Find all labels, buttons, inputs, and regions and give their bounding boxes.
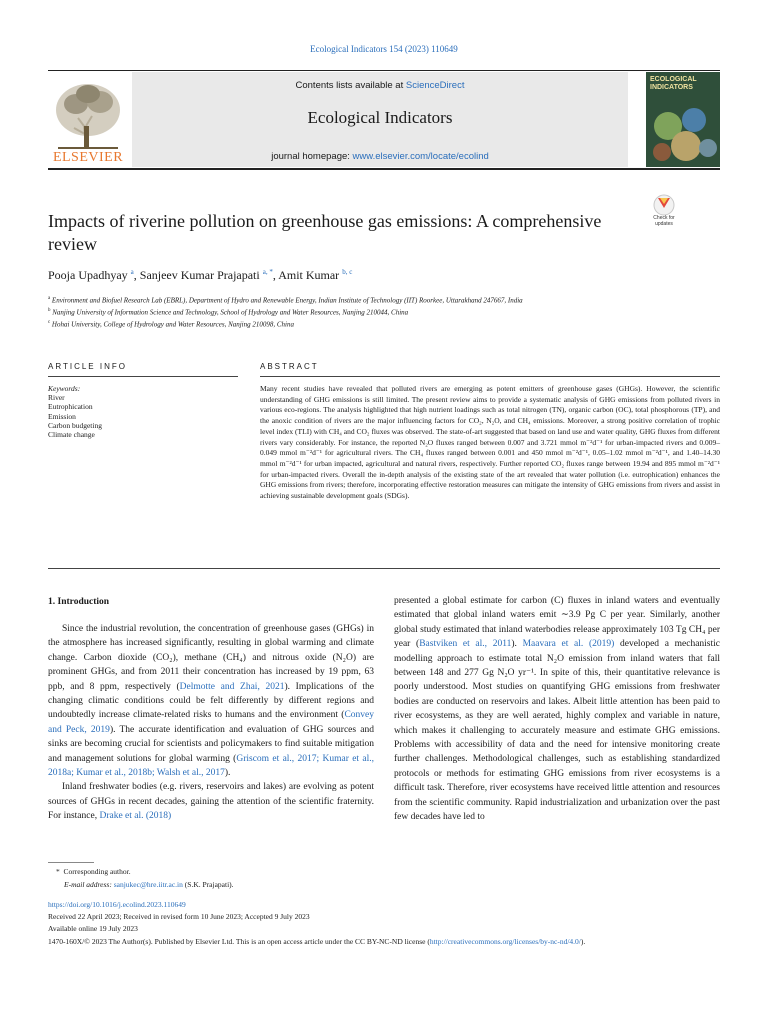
email-label: E-mail address: [64, 880, 114, 889]
available-online: Available online 19 July 2023 [48, 924, 138, 933]
text-run: ). The accurate identification and evaluation of GHG sources and sinks are becoming crucial for scientists and policymakers to find suitable mitigation and management solutions for global warming ( [48, 724, 374, 764]
article-info-heading: ARTICLE INFO [48, 362, 127, 371]
homepage-prefix: journal homepage: [271, 151, 353, 162]
affiliation-text: Nanjing University of Information Science and Technology, School of Hydrology and Water Resources, Nanjing 210044, China [52, 308, 409, 317]
doi-link[interactable]: https://doi.org/10.1016/j.ecolind.2023.110649 [48, 900, 186, 909]
check-for-updates-label[interactable]: Check for updates [653, 215, 675, 227]
cover-title: ECOLOGICAL INDICATORS [650, 76, 697, 91]
corresponding-text: Corresponding author. [63, 867, 131, 876]
affiliation [48, 308, 720, 316]
sciencedirect-link[interactable]: ScienceDirect [405, 80, 465, 91]
abstract-bottom-rule [48, 568, 720, 569]
email-footnote [64, 880, 736, 889]
email-suffix: (S.K. Prajapati). [182, 880, 234, 889]
body-paragraph [48, 622, 374, 780]
citation-link[interactable]: Drake et al. (2018) [99, 811, 172, 822]
citation-link[interactable]: Bastviken et al., 2011 [419, 639, 512, 650]
text-run: ). [224, 768, 231, 779]
cover-artwork [646, 98, 720, 167]
text-run: Since the industrial revolution, the concentration of greenhouse gases (GHGs) in the atmosphere has increased significantly, resulting in global warming and climate change. Carbon dioxide (CO₂), methane (CH₄) and nitrous oxide (N₂O) are prominent GHGs, and from 2011 their concentration has increased by 19 ppm, 63 ppb, and 8 ppm, respectively ( [48, 624, 374, 692]
text-run: Inland freshwater bodies (e.g. rivers, reservoirs and lakes) are evolving as potent sources of GHGs in recent decades, gaining the attention of the scientific fraternity. For instance, [48, 782, 374, 822]
body-right-column [394, 594, 720, 825]
text-run: presented a global estimate for carbon (C) fluxes in inland waters and eventually estimated that global inland waters emit ∼3.9 Pg C per year. Similarly, another global study estimated that inland waterbodies release approximately 103 Tg CH₄ per year ( [394, 596, 720, 650]
masthead-bottom-rule [48, 168, 720, 170]
homepage-link[interactable]: www.elsevier.com/locate/ecolind [352, 151, 489, 162]
keyword: Eutrophication [48, 402, 93, 412]
abstract-text: Many recent studies have revealed that polluted rivers are emerging as potent emitters of greenhouse gases (GHGs). However, the scientific understanding of GHG emissions is still limited. The present review aims to provide a systematic analysis of GHG emissions from polluted rivers in various eco-regions. The analysis highlighted that high nutrient loadings such as total nitrogen (TN), organic carbon (OC), total phosphorous (TP), and the anoxic condition of rivers are the major influencing factors for CO₂, N₂O, and CH₄ emissions. Moreover, a strong positive correlation of trophic level index (TLI) with CH₄ and CO₂ fluxes was observed. The state-of-art suggested that based on land use and water quality, GHG fluxes from different rivers vary considerably. For instance, the reported N₂O fluxes ranged between 0.007 and 3.721 mmol m⁻²d⁻¹ for urban-impacted rivers and 0.009–0.049 mmol m⁻²d⁻¹ for agricultural rivers. The CH₄ fluxes ranged between 0.001 and 450 mmol m⁻²d⁻¹, 0.05–1.02 mmol m⁻²d⁻¹, and 1.40–14.30 mmol m⁻²d⁻¹ for urban impacted, agricultural and natural rivers, respectively. Further reported CO₂ fluxes range between 19.94 and 895 mmol m⁻²d⁻¹ for urban-impacted rivers. Overall the in-depth analysis of the existing state of the art revealed that water pollution (i.e. eutrophication) enhances the GHG emissions from rivers; therefore, incorporating effective restoration measures can mitigate the intensity of GHG emissions from rivers and assist in achieving sustainable development goals (SDGs). [260, 384, 720, 501]
license-link[interactable]: http://creativecommons.org/licenses/by-nc-nd/4.0/ [429, 937, 581, 946]
journal-citation[interactable]: Ecological Indicators 154 (2023) 110649 [310, 44, 458, 54]
license-text: 1470-160X/© 2023 The Author(s). Published by Elsevier Ltd. This is an open access article under the CC BY-NC-ND license ( [48, 937, 430, 946]
citation-link[interactable]: Maavara et al. (2019) [522, 639, 615, 650]
author-name[interactable]: Amit Kumar [278, 268, 340, 282]
article-info-rule [48, 376, 238, 377]
affiliation-marker: c [48, 320, 51, 325]
affiliation [48, 320, 720, 328]
body-paragraph [394, 594, 720, 825]
license-suffix: ). [580, 937, 586, 946]
section-heading: 1. Introduction [48, 597, 110, 607]
keyword: Climate change [48, 430, 95, 440]
keyword: River [48, 393, 65, 403]
masthead-top-rule [48, 70, 720, 71]
check-for-updates-icon[interactable] [646, 194, 682, 216]
publisher-wordmark: ELSEVIER [52, 150, 124, 165]
author-name[interactable]: Sanjeev Kumar Prajapati [139, 268, 260, 282]
affiliation [48, 296, 720, 304]
citation-link[interactable]: Convey and Peck, 2019 [48, 710, 374, 735]
citation-link[interactable]: Delmotte and Zhai, 2021 [179, 681, 285, 692]
journal-title: Ecological Indicators [307, 108, 453, 127]
author-affiliation-marker[interactable]: b, c [342, 268, 353, 276]
footnote-rule [48, 862, 94, 863]
keywords-list [48, 384, 228, 439]
author-name[interactable]: Pooja Upadhyay [48, 268, 128, 282]
affiliation-text: Environment and Biofuel Research Lab (EBRL), Department of Hydro and Renewable Energy, Indian Institute of Technology (IIT) Roorkee, Uttarakhand 247667, India [51, 296, 523, 305]
citation-link[interactable]: Griscom et al., 2017; Kumar et al., 2018a; Kumar et al., 2018b; Walsh et al., 2017 [48, 753, 374, 779]
asterisk-marker: * [56, 867, 60, 876]
affiliation-text: Hohai University, College of Hydrology and Water Resources, Nanjing 210098, China [51, 320, 294, 329]
email-link[interactable]: sanjukec@hre.iitr.ac.in [113, 880, 183, 889]
affiliation-marker: a [48, 296, 51, 301]
author-affiliation-marker[interactable]: a [130, 268, 134, 276]
received-dates: Received 22 April 2023; Received in revised form 10 June 2023; Accepted 9 July 2023 [48, 912, 310, 921]
doi-line [48, 900, 720, 909]
text-run: ). Implications of the changing climatic conditions could be felt differently by different regions and undoubtedly increase climate-related risks to humans and the environment ( [48, 681, 374, 721]
keywords-label: Keywords: [48, 384, 81, 393]
author-list: Pooja Upadhyay $^a$, Sanjeev Kumar Prajapati $^{a, *}$, Amit Kumar $^{b, c}$ [48, 268, 353, 282]
journal-cover-image[interactable] [646, 72, 720, 167]
article-title: Impacts of riverine pollution on greenhouse gas emissions: A comprehensive review [48, 211, 602, 254]
body-left-column [48, 622, 374, 824]
body-paragraph [48, 780, 374, 823]
contents-prefix: Contents lists available at [295, 80, 406, 91]
license-line [48, 936, 720, 947]
abstract-heading: ABSTRACT [260, 362, 319, 371]
text-run: ). [511, 639, 523, 650]
corresponding-footnote [56, 867, 728, 876]
abstract-rule [260, 376, 720, 377]
keyword: Emission [48, 411, 76, 421]
author-affiliation-marker[interactable]: a, * [262, 268, 273, 276]
contents-line [132, 80, 628, 91]
homepage-line [132, 151, 628, 162]
affiliation-marker: b [48, 308, 51, 313]
keyword: Carbon budgeting [48, 420, 102, 430]
text-run: developed a mechanistic modelling approach to estimate total N₂O emission from inland waters that fall between 148 and 277 Gg N₂O yr⁻¹. In spite of this, their quantitative relevance is poorly understood. Most studies on quantifying GHG emissions from freshwater bodies are conducted on reservoirs and lakes. Albeit little attention has been paid to river ecosystems, as they are well aerated, highly complex and variable in nature, which makes it challenging to accurately measure and estimate GHG emissions. Problems with accessibility of data and the need for intensive monitoring create further challenges. Methodological challenges, such as establishing standardized protocols or methods for estimating GHG emissions from river ecosystems is a difficult task. Therefore, river ecosystems have received little attention and resources from the scientific community. Rapid industrialization and urbanization over the past few decades have led to [394, 639, 720, 823]
